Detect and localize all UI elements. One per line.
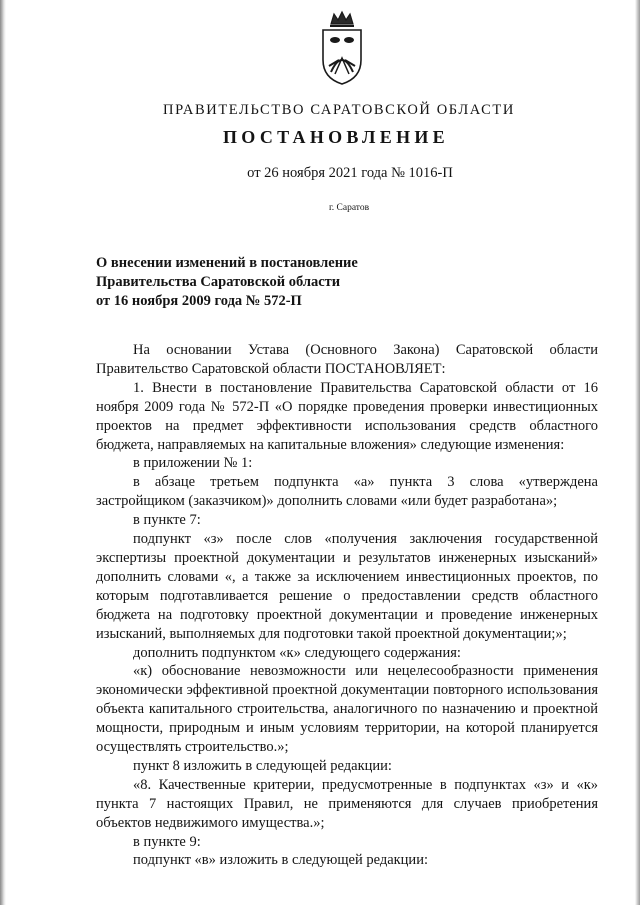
decree-subject bbox=[96, 254, 416, 311]
body-paragraph: подпункт «в» изложить в следующей редакции: bbox=[133, 852, 428, 869]
subject-line: Правительства Саратовской области bbox=[96, 274, 341, 290]
decree-body bbox=[96, 341, 598, 870]
saratov-coat-of-arms-icon bbox=[317, 10, 367, 86]
issue-city: г. Саратов bbox=[328, 203, 370, 213]
government-heading: ПРАВИТЕЛЬСТВО САРАТОВСКОЙ ОБЛАСТИ bbox=[163, 102, 515, 118]
body-paragraph: дополнить подпунктом «к» следующего содержания: bbox=[133, 644, 461, 661]
body-paragraph: 1. Внести в постановление Правительства Саратовской области от 16 ноября 2009 года № 572-П «О порядке проведения проверки инвестиционных проектов на предмет эффективности использования средств областного бюджета, направляемых на капитальные вложения» следующие изменения: bbox=[96, 379, 598, 453]
body-paragraph: подпункт «з» после слов «получения заключения государственной экспертизы проектной документации и результатов инженерных изысканий» дополнить словами «, а также за исключением инвестиционных проектов, по которым подготавливается решение о предоставлении средств областного бюджета на подготовку проектной документации и проведение инженерных изысканий, выполняемых для подготовки такой проектной документации;»; bbox=[96, 531, 598, 642]
body-paragraph: «к) обоснование невозможности или нецелесообразности применения экономически эффективной проектной документации повторного использования объекта капитального строительства, аналогичного по назначению и проектной мощности, природным и иным условиям территории, на которой планируется осуществлять строительство.»; bbox=[96, 663, 598, 756]
document-type-title: ПОСТАНОВЛЕНИЕ bbox=[223, 127, 449, 147]
subject-line: О внесении изменений в постановление bbox=[96, 255, 358, 271]
subject-line: от 16 ноября 2009 года № 572-П bbox=[96, 293, 302, 309]
body-paragraph: в приложении № 1: bbox=[133, 455, 253, 472]
body-paragraph: «8. Качественные критерии, предусмотренные в подпунктах «з» и «к» пункта 7 настоящих Правил, не применяются для случаев приобретения объектов недвижимого имущества.»; bbox=[96, 776, 598, 831]
decree-date-number: от 26 ноября 2021 года № 1016-П bbox=[247, 165, 453, 181]
body-paragraph: в пункте 9: bbox=[133, 833, 201, 850]
body-paragraph: в абзаце третьем подпункта «а» пункта 3 слова «утверждена застройщиком (заказчиком)» дополнить словами «или будет разработана»; bbox=[96, 474, 598, 510]
body-paragraph: в пункте 7: bbox=[133, 512, 201, 529]
body-paragraph: На основании Устава (Основного Закона) Саратовской области Правительство Саратовской области ПОСТАНОВЛЯЕТ: bbox=[96, 342, 598, 377]
body-paragraph: пункт 8 изложить в следующей редакции: bbox=[133, 757, 392, 774]
